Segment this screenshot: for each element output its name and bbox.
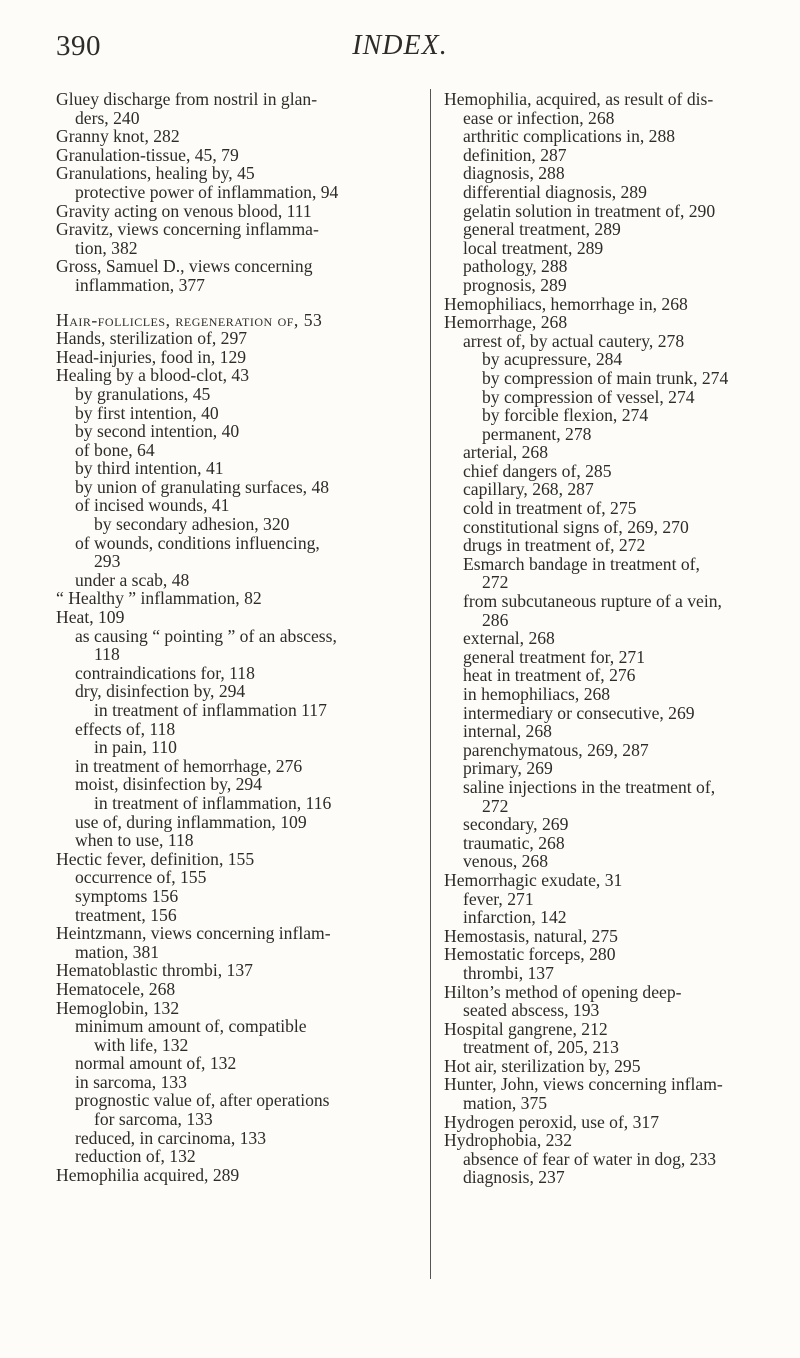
index-subentry: by second intention, 40 [75, 421, 240, 442]
index-entry: Hemorrhagic exudate, 31 [444, 869, 623, 890]
index-subentry: 118 [94, 644, 120, 665]
page-header [0, 0, 800, 80]
index-subentry: fever, 271 [463, 888, 534, 909]
index-subentry: general treatment, 289 [463, 219, 621, 240]
index-column-right [444, 90, 774, 1187]
index-entry: Gravity acting on venous blood, 111 [56, 200, 312, 221]
column-divider [430, 89, 431, 1279]
index-subentry: ease or infection, 268 [463, 107, 615, 128]
index-subentry: in treatment of inflammation, 116 [94, 792, 332, 813]
index-subentry: primary, 269 [463, 758, 553, 779]
index-subentry: minimum amount of, compatible [75, 1016, 307, 1037]
index-entry: Head-injuries, food in, 129 [56, 346, 247, 367]
index-subentry: by union of granulating surfaces, 48 [75, 476, 330, 497]
index-subentry: in treatment of hemorrhage, 276 [75, 755, 303, 776]
index-subentry: diagnosis, 237 [463, 1167, 565, 1188]
index-subentry: 272 [482, 795, 509, 816]
index-subentry: by compression of vessel, 274 [482, 386, 695, 407]
index-subentry: arthritic complications in, 288 [463, 126, 676, 147]
index-subentry: reduced, in carcinoma, 133 [75, 1127, 267, 1148]
index-subentry: inflammation, 377 [75, 274, 205, 295]
index-entry: Hematoblastic thrombi, 137 [56, 960, 253, 981]
index-subentry: prognostic value of, after operations [75, 1090, 330, 1111]
index-subentry: in sarcoma, 133 [75, 1071, 187, 1092]
index-subentry: general treatment for, 271 [463, 646, 645, 667]
index-entry: Hemostatic forceps, 280 [444, 944, 616, 965]
index-entry: Hemophiliacs, hemorrhage in, 268 [444, 293, 688, 314]
index-subentry: by first intention, 40 [75, 402, 219, 423]
index-subentry: permanent, 278 [482, 423, 592, 444]
index-subentry: venous, 268 [463, 851, 549, 872]
index-entry: Hair-follicles, regeneration of, 53 [56, 309, 323, 330]
index-subentry: diagnosis, 288 [463, 163, 565, 184]
index-subentry: normal amount of, 132 [75, 1053, 237, 1074]
index-entry: Heintzmann, views concerning inflam- [56, 923, 331, 944]
index-subentry: as causing “ pointing ” of an abscess, [75, 625, 337, 646]
index-subentry: of incised wounds, 41 [75, 495, 230, 516]
index-subentry: external, 268 [463, 628, 555, 649]
index-subentry: occurrence of, 155 [75, 867, 207, 888]
index-subentry: contraindications for, 118 [75, 662, 255, 683]
index-subentry: drugs in treatment of, 272 [463, 535, 646, 556]
index-subentry: dry, disinfection by, 294 [75, 681, 246, 702]
index-subentry: in pain, 110 [94, 737, 177, 758]
index-entry: Hemoglobin, 132 [56, 997, 180, 1018]
index-entry: Granulation-tissue, 45, 79 [56, 144, 239, 165]
page-number: 390 [56, 30, 101, 62]
index-subentry: 286 [482, 609, 509, 630]
index-entry: Gluey discharge from nostril in glan- [56, 89, 318, 109]
index-subentry: with life, 132 [94, 1034, 189, 1055]
index-subentry: arrest of, by actual cautery, 278 [463, 330, 685, 351]
index-subentry: of bone, 64 [75, 439, 155, 460]
index-entry: Hematocele, 268 [56, 978, 176, 999]
index-entry: Hands, sterilization of, 297 [56, 328, 248, 349]
index-entry: Healing by a blood-clot, 43 [56, 365, 249, 386]
index-entry: Hunter, John, views concerning inflam- [444, 1074, 723, 1095]
index-subentry: by forcible flexion, 274 [482, 405, 649, 426]
index-subentry: traumatic, 268 [463, 832, 565, 853]
index-subentry: by compression of main trunk, 274 [482, 367, 729, 388]
index-subentry: heat in treatment of, 276 [463, 665, 636, 686]
index-subentry: tion, 382 [75, 237, 138, 258]
index-entry: Hydrogen peroxid, use of, 317 [444, 1111, 659, 1132]
index-subentry: absence of fear of water in dog, 233 [463, 1148, 717, 1169]
index-subentry: 272 [482, 572, 509, 593]
index-subentry: by third intention, 41 [75, 458, 224, 479]
index-subentry: effects of, 118 [75, 718, 176, 739]
index-entry: Gross, Samuel D., views concerning [56, 256, 313, 277]
index-entry: Gravitz, views concerning inflamma- [56, 219, 319, 240]
index-entry: Hilton’s method of opening deep- [444, 981, 682, 1002]
index-subentry: capillary, 268, 287 [463, 479, 594, 500]
index-entry: Granny knot, 282 [56, 126, 180, 147]
index-entry: Hemostasis, natural, 275 [444, 925, 618, 946]
index-subentry: differential diagnosis, 289 [463, 181, 647, 202]
index-subentry: by acupressure, 284 [482, 349, 623, 370]
index-subentry: treatment, 156 [75, 904, 177, 925]
index-subentry: prognosis, 289 [463, 274, 567, 295]
index-subentry: infarction, 142 [463, 907, 567, 928]
index-subentry: by secondary adhesion, 320 [94, 514, 290, 535]
index-subentry: of wounds, conditions influencing, [75, 532, 320, 553]
index-subentry: seated abscess, 193 [463, 1000, 600, 1021]
index-subentry: pathology, 288 [463, 256, 568, 277]
index-entry: Heat, 109 [56, 607, 125, 628]
index-subentry: in hemophiliacs, 268 [463, 684, 611, 704]
index-subentry: 293 [94, 551, 121, 572]
index-subentry: when to use, 118 [75, 830, 194, 851]
index-subentry: for sarcoma, 133 [94, 1109, 213, 1130]
index-entry: Hectic fever, definition, 155 [56, 848, 255, 869]
index-subentry: definition, 287 [463, 144, 567, 165]
index-subentry: from subcutaneous rupture of a vein, [463, 591, 722, 612]
index-entry: Granulations, healing by, 45 [56, 163, 255, 184]
index-entry: “ Healthy ” inflammation, 82 [56, 588, 262, 609]
index-subentry: gelatin solution in treatment of, 290 [463, 200, 716, 221]
index-entry: Hemophilia, acquired, as result of dis- [444, 89, 714, 109]
index-entry: Hot air, sterilization by, 295 [444, 1055, 641, 1076]
index-subentry: moist, disinfection by, 294 [75, 774, 263, 795]
index-subentry: secondary, 269 [463, 814, 569, 835]
index-subentry: in treatment of inflammation 117 [94, 700, 327, 720]
index-subentry: Esmarch bandage in treatment of, [463, 553, 700, 574]
index-column-left [56, 90, 424, 1184]
index-subentry: mation, 375 [463, 1093, 548, 1114]
index-subentry: use of, during inflammation, 109 [75, 811, 307, 832]
index-subentry: ders, 240 [75, 107, 140, 128]
index-entry: Hydrophobia, 232 [444, 1130, 573, 1151]
index-subentry: cold in treatment of, 275 [463, 498, 637, 519]
index-subentry: under a scab, 48 [75, 569, 190, 590]
index-subentry: intermediary or consecutive, 269 [463, 702, 695, 723]
index-subentry: local treatment, 289 [463, 237, 604, 258]
index-subentry: symptoms 156 [75, 885, 179, 906]
index-entry: Hospital gangrene, 212 [444, 1018, 608, 1039]
index-entry: Hemorrhage, 268 [444, 312, 568, 333]
index-subentry: treatment of, 205, 213 [463, 1037, 619, 1058]
index-subentry: constitutional signs of, 269, 270 [463, 516, 689, 537]
index-subentry: internal, 268 [463, 721, 552, 742]
index-subentry: protective power of inflammation, 94 [75, 181, 339, 202]
index-subentry: thrombi, 137 [463, 962, 554, 983]
index-subentry: saline injections in the treatment of, [463, 776, 716, 797]
index-subentry: arterial, 268 [463, 442, 548, 463]
index-subentry: chief dangers of, 285 [463, 460, 612, 481]
section-gap [56, 295, 424, 311]
index-subentry: parenchymatous, 269, 287 [463, 739, 649, 760]
running-title: INDEX. [352, 30, 448, 61]
index-subentry: mation, 381 [75, 941, 160, 962]
index-subentry: reduction of, 132 [75, 1146, 196, 1167]
index-entry: Hemophilia acquired, 289 [56, 1164, 240, 1185]
index-subentry: by granulations, 45 [75, 383, 211, 404]
